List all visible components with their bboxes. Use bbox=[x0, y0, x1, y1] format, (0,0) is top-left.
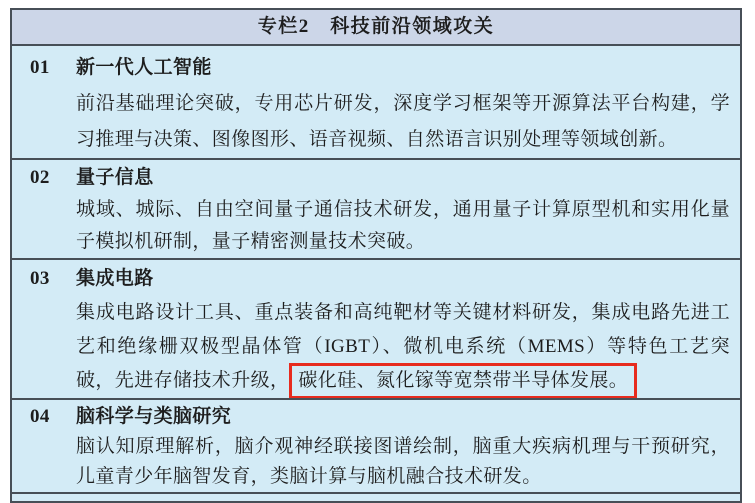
row-body-text: 集成电路设计工具、重点装备和高纯靶材等关键材料研发，集成电路先进工艺和绝缘栅双极型晶体管（IGBT）、微机电系统（MEMS）等特色工艺突破，先进存储技术升级， bbox=[76, 302, 730, 391]
row-title: 集成电路 bbox=[76, 268, 154, 289]
row-body: 脑认知原理解析，脑介观神经联接图谱绘制，脑重大疾病机理与干预研究，儿童青少年脑智发育，类脑计算与脑机融合技术研发。 bbox=[76, 436, 730, 487]
table-header bbox=[12, 10, 740, 46]
row-title-line bbox=[30, 162, 730, 194]
row-number: 04 bbox=[30, 406, 50, 427]
row-title: 脑科学与类脑研究 bbox=[76, 406, 232, 427]
table-row-04 bbox=[12, 400, 740, 494]
row-title-line bbox=[30, 262, 730, 296]
row-number: 02 bbox=[30, 167, 50, 188]
row-body bbox=[76, 296, 730, 398]
row-title: 量子信息 bbox=[76, 167, 154, 188]
table-row-01 bbox=[12, 46, 740, 160]
row-number: 01 bbox=[30, 57, 50, 78]
row-number: 03 bbox=[30, 268, 50, 289]
row-title-line bbox=[30, 50, 730, 86]
table-row-03 bbox=[12, 260, 740, 400]
row-title: 新一代人工智能 bbox=[76, 57, 212, 78]
column-table bbox=[10, 8, 742, 503]
row-title-line bbox=[30, 402, 730, 432]
next-row-partial bbox=[12, 494, 740, 501]
table-row-02 bbox=[12, 160, 740, 260]
highlight-box: 碳化硅、氮化镓等宽禁带半导体发展。 bbox=[289, 363, 637, 399]
row-body: 城域、城际、自由空间量子通信技术研发，通用量子计算原型机和实用化量子模拟机研制，量子精密测量技术突破。 bbox=[76, 199, 730, 252]
row-body: 前沿基础理论突破，专用芯片研发，深度学习框架等开源算法平台构建，学习推理与决策、图像图形、语音视频、自然语言识别处理等领域创新。 bbox=[76, 93, 730, 150]
table-title: 专栏2 科技前沿领域攻关 bbox=[257, 16, 495, 37]
